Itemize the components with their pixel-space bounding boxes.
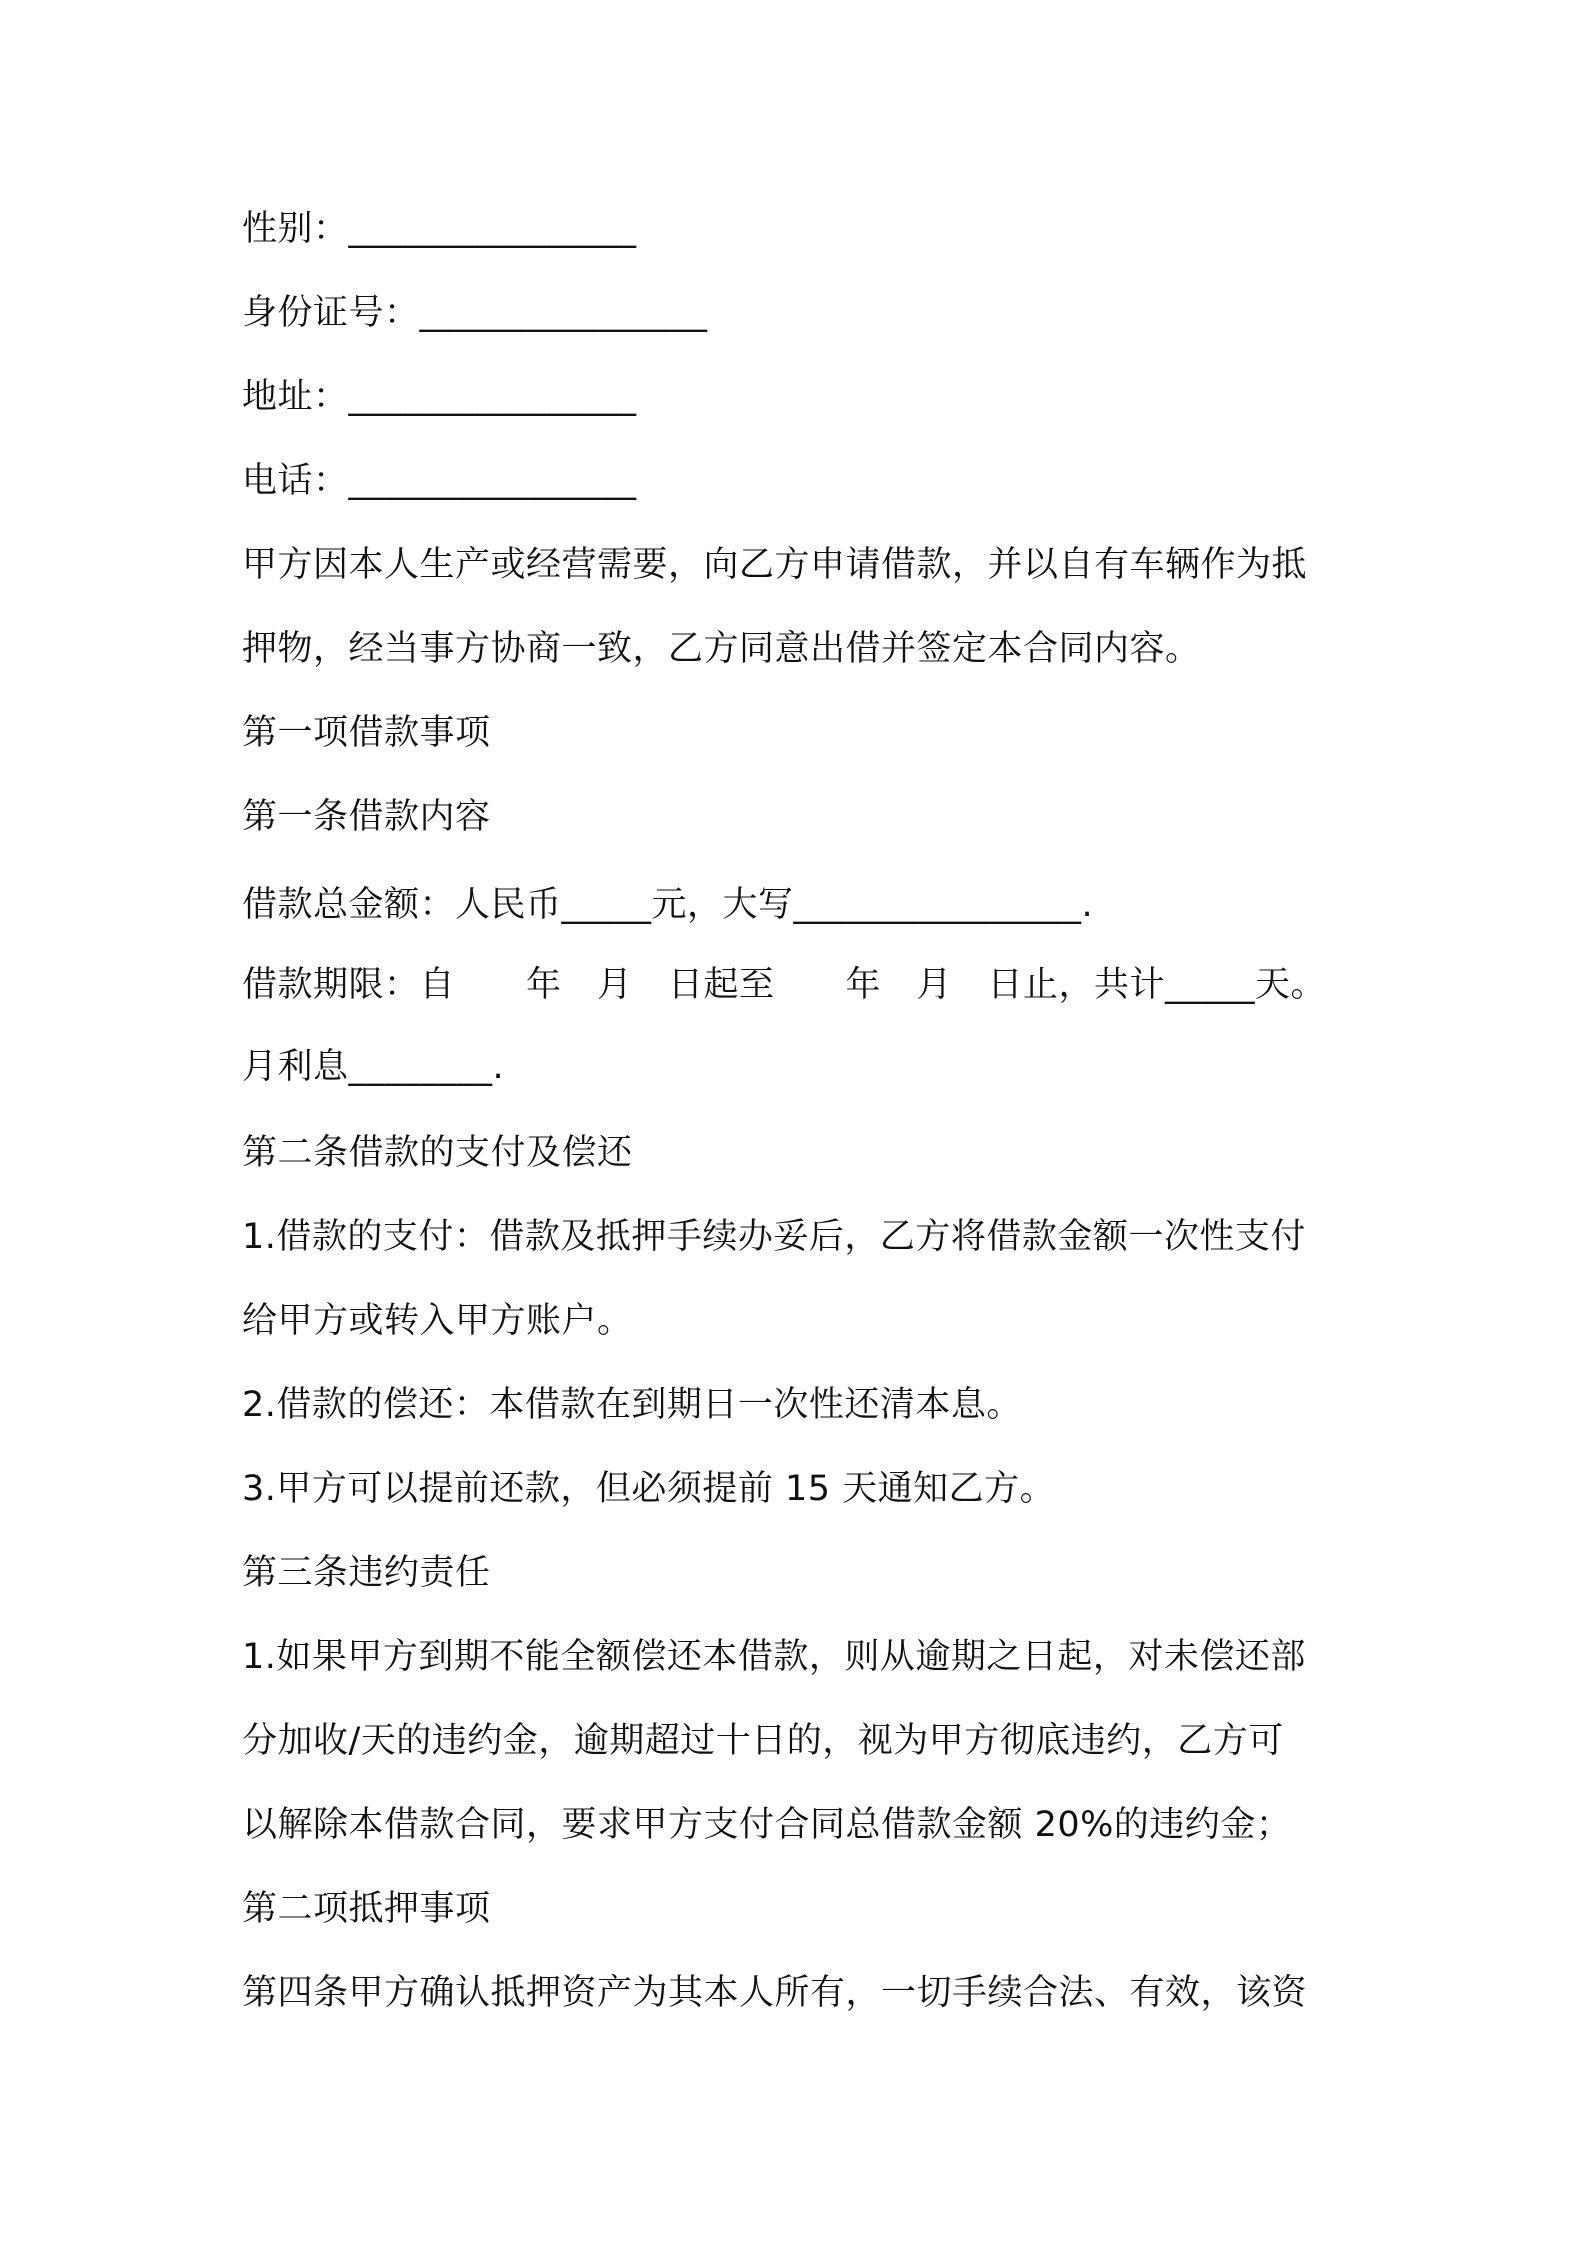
paragraph-line: 1.如果甲方到期不能全额偿还本借款，则从逾期之日起，对未偿还部 bbox=[242, 1637, 1306, 1677]
paragraph-line: 以解除本借款合同，要求甲方支付合同总借款金额 20%的违约金； bbox=[242, 1805, 1292, 1845]
paragraph-line: 押物，经当事方协商一致，乙方同意出借并签定本合同内容。 bbox=[242, 629, 1201, 669]
paragraph-line: 分加收/天的违约金，逾期超过十日的，视为甲方彻底违约，乙方可 bbox=[242, 1721, 1284, 1761]
field-address: 地址：________________ bbox=[242, 377, 637, 417]
section-heading: 第二项抵押事项 bbox=[242, 1889, 491, 1929]
paragraph-line: 1.借款的支付：借款及抵押手续办妥后，乙方将借款金额一次性支付 bbox=[242, 1217, 1306, 1257]
paragraph-line: 第四条甲方确认抵押资产为其本人所有，一切手续合法、有效，该资 bbox=[242, 1973, 1308, 2013]
article-heading: 第二条借款的支付及偿还 bbox=[242, 1133, 633, 1173]
article-heading: 第三条违约责任 bbox=[242, 1553, 491, 1593]
field-phone: 电话：________________ bbox=[242, 461, 637, 501]
field-id-number: 身份证号：________________ bbox=[242, 293, 708, 333]
paragraph-line: 2.借款的偿还：本借款在到期日一次性还清本息。 bbox=[242, 1385, 1022, 1425]
paragraph-line: 给甲方或转入甲方账户。 bbox=[242, 1301, 633, 1341]
paragraph-line: 甲方因本人生产或经营需要，向乙方申请借款，并以自有车辆作为抵 bbox=[242, 545, 1308, 585]
field-gender: 性别：________________ bbox=[242, 209, 637, 249]
section-heading: 第一项借款事项 bbox=[242, 713, 491, 753]
paragraph-line: 3.甲方可以提前还款，但必须提前 15 天通知乙方。 bbox=[242, 1469, 1056, 1509]
article-heading: 第一条借款内容 bbox=[242, 797, 491, 837]
loan-amount-line: 借款总金额：人民币_____元，大写________________. bbox=[242, 885, 1094, 925]
monthly-interest-line: 月利息________. bbox=[242, 1047, 505, 1087]
loan-term-line: 借款期限：自 年 月 日起至 年 月 日止，共计_____天。 bbox=[242, 965, 1327, 1005]
